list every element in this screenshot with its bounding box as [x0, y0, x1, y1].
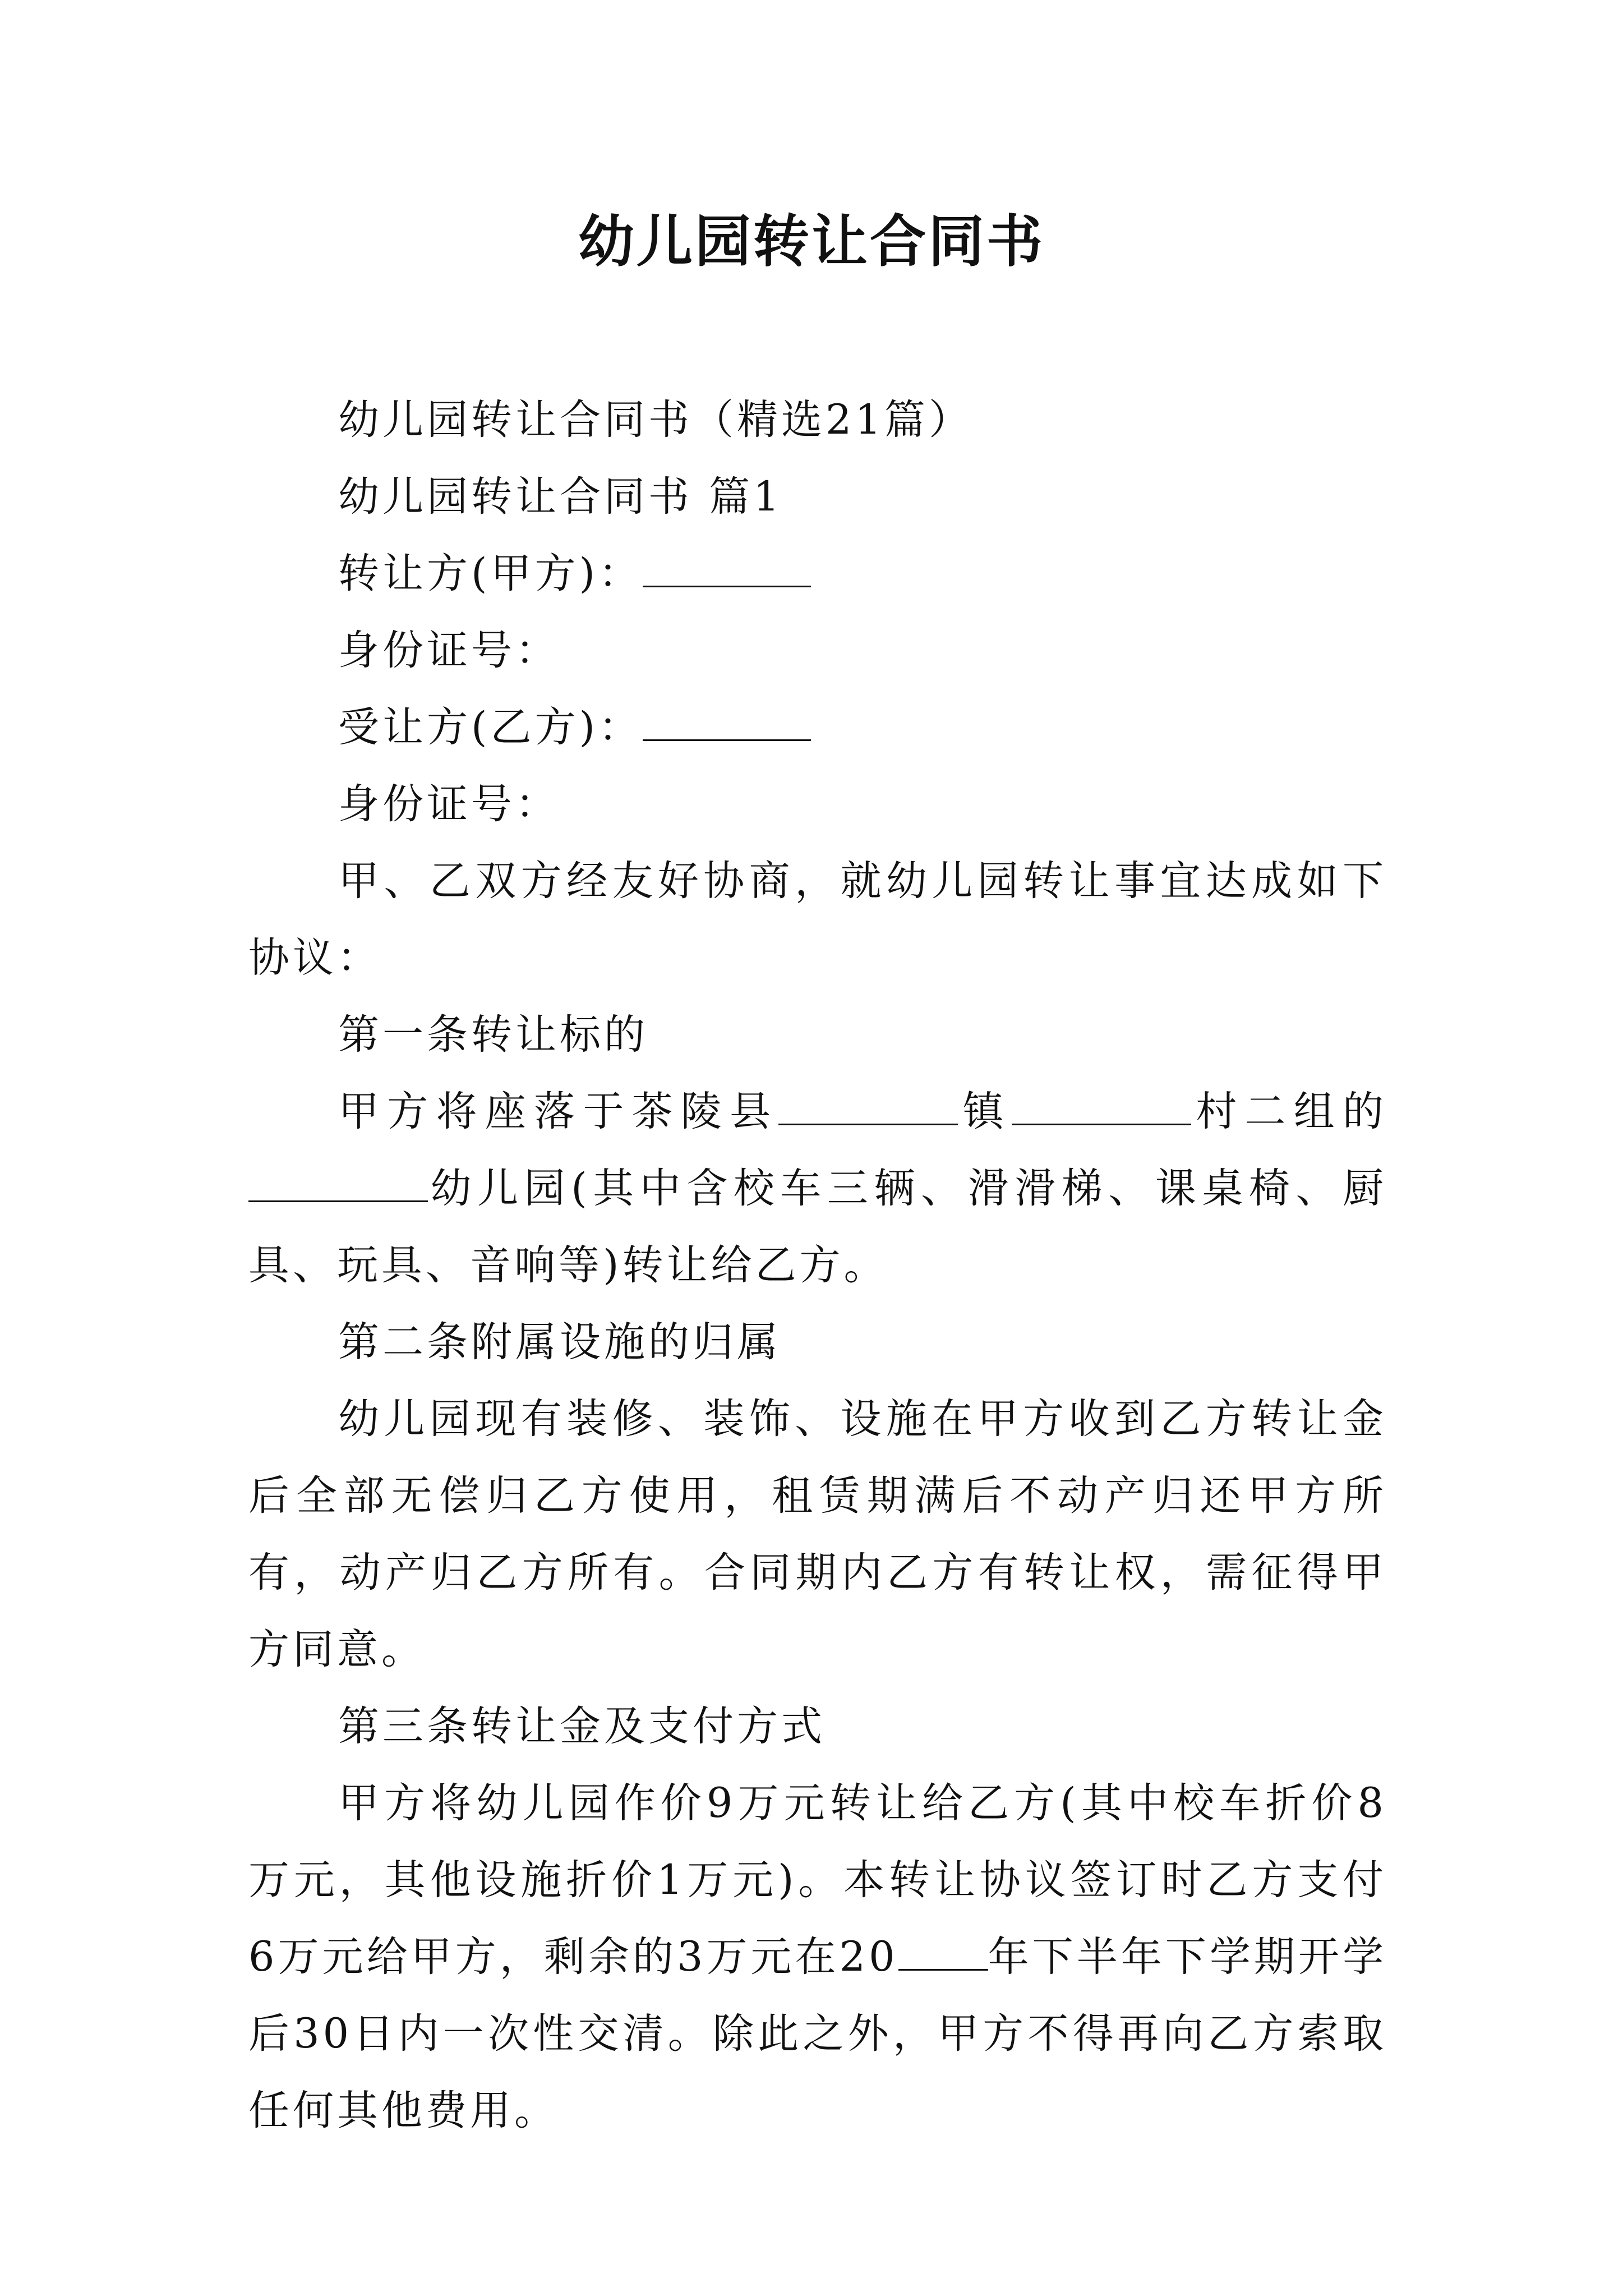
- article3-text-2: 年下半年下学期开学后30日内一次性交清。除此之外，甲方不得再向乙方索取任何其他费用。: [248, 1933, 1387, 2134]
- party-b-line: [248, 689, 1387, 766]
- subtitle: 幼儿园转让合同书（精选21篇）: [338, 396, 973, 444]
- article2-paragraph: 幼儿园现有装修、装饰、设施在甲方收到乙方转让金后全部无偿归乙方使用，租赁期满后不动产归还甲方所有，动产归乙方所有。合同期内乙方有转让权，需征得甲方同意。: [248, 1395, 1387, 1673]
- article1-text-2: 镇: [958, 1088, 1012, 1135]
- year-blank[interactable]: [898, 1935, 988, 1971]
- article1-heading: 第一条转让标的: [338, 1011, 648, 1059]
- section-heading: 幼儿园转让合同书 篇1: [338, 473, 783, 521]
- party-b-label: 受让方(乙方)：: [338, 703, 643, 751]
- document-title: 幼儿园转让合同书: [578, 208, 1045, 274]
- document-body: [248, 381, 1387, 2149]
- article1-paragraph: [248, 1073, 1387, 1304]
- party-b-blank[interactable]: [643, 706, 811, 741]
- party-a-line: [248, 535, 1387, 612]
- article2-heading: 第二条附属设施的归属: [338, 1318, 781, 1366]
- article1-text-4: 幼儿园(其中含校车三辆、滑滑梯、课桌椅、厨具、玩具、音响等)转让给乙方。: [248, 1165, 1387, 1289]
- town-blank[interactable]: [778, 1090, 958, 1125]
- kindergarten-name-blank[interactable]: [248, 1167, 428, 1202]
- id-b-line: 身份证号：: [338, 780, 560, 828]
- article3-text-1: 甲方将幼儿园作价9万元转让给乙方(其中校车折价8万元，其他设施折价1万元)。本转让协议签订时乙方支付6万元给甲方，剩余的3万元在20: [248, 1779, 1387, 1981]
- party-a-blank[interactable]: [643, 552, 811, 587]
- article3-paragraph: [248, 1765, 1387, 2149]
- intro-paragraph: 甲、乙双方经友好协商，就幼儿园转让事宜达成如下协议：: [248, 857, 1387, 982]
- article1-text-1: 甲方将座落于茶陵县: [338, 1088, 779, 1135]
- id-a-line: 身份证号：: [338, 627, 560, 674]
- article1-text-3: 村二组的: [1191, 1088, 1387, 1135]
- party-a-label: 转让方(甲方)：: [338, 550, 643, 597]
- village-blank[interactable]: [1012, 1090, 1191, 1125]
- article3-heading: 第三条转让金及支付方式: [338, 1703, 826, 1750]
